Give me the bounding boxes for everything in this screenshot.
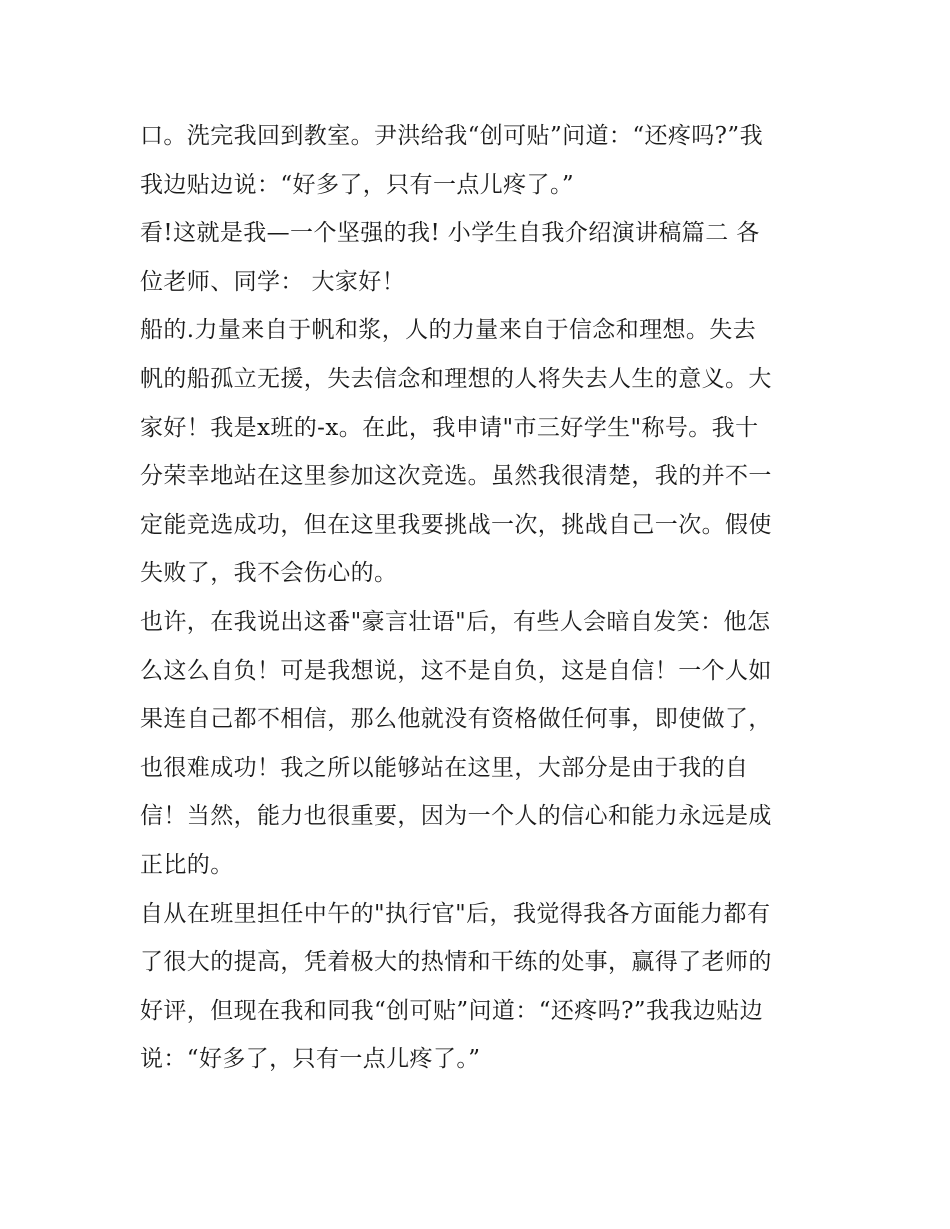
- text-line: 家好！我是x班的-x。在此，我申请"市三好学生"称号。我十: [140, 414, 759, 441]
- text-line: 了很大的提高，凭着极大的热情和干练的处事，赢得了老师的: [140, 949, 772, 976]
- text-line: 分荣幸地站在这里参加这次竞选。虽然我很清楚，我的并不一: [140, 463, 772, 490]
- text-line: 说：“好多了，只有一点儿疼了。”: [140, 1046, 481, 1073]
- text-line: 果连自己都不相信，那么他就没有资格做任何事，即使做了，: [140, 706, 772, 733]
- text-line: 船的.力量来自于帆和浆，人的力量来自于信念和理想。失去: [140, 317, 757, 344]
- text-line: 么这么自负！可是我想说，这不是自负，这是自信！一个人如: [140, 657, 772, 684]
- text-line: 正比的。: [140, 851, 234, 878]
- text-line: 信！当然，能力也很重要，因为一个人的信心和能力永远是成: [140, 803, 772, 830]
- text-line: 帆的船孤立无援，失去信念和理想的人将失去人生的意义。大: [140, 365, 772, 392]
- text-line: 也很难成功！我之所以能够站在这里，大部分是由于我的自: [140, 754, 749, 781]
- text-line: 失败了，我不会伤心的。: [140, 560, 398, 587]
- text-line: 我边贴边说：“好多了，只有一点儿疼了。”: [140, 171, 575, 198]
- text-line: 好评，但现在我和同我“创可贴”问道：“还疼吗?”我我边贴边: [140, 997, 763, 1024]
- text-line: 位老师、同学： 大家好！: [140, 268, 406, 295]
- text-line: 口。洗完我回到教室。尹洪给我“创可贴”问道：“还疼吗?”我: [140, 123, 763, 149]
- document-body: [140, 112, 820, 1084]
- text-line: 自从在班里担任中午的"执行官"后，我觉得我各方面能力都有: [140, 900, 771, 927]
- text-line: 也许，在我说出这番"豪言壮语"后，有些人会暗自发笑：他怎: [140, 608, 771, 635]
- text-line: 定能竞选成功，但在这里我要挑战一次，挑战自己一次。假使: [140, 511, 772, 538]
- text-line: 看!这就是我—一个坚强的我! 小学生自我介绍演讲稿篇二 各: [140, 220, 760, 247]
